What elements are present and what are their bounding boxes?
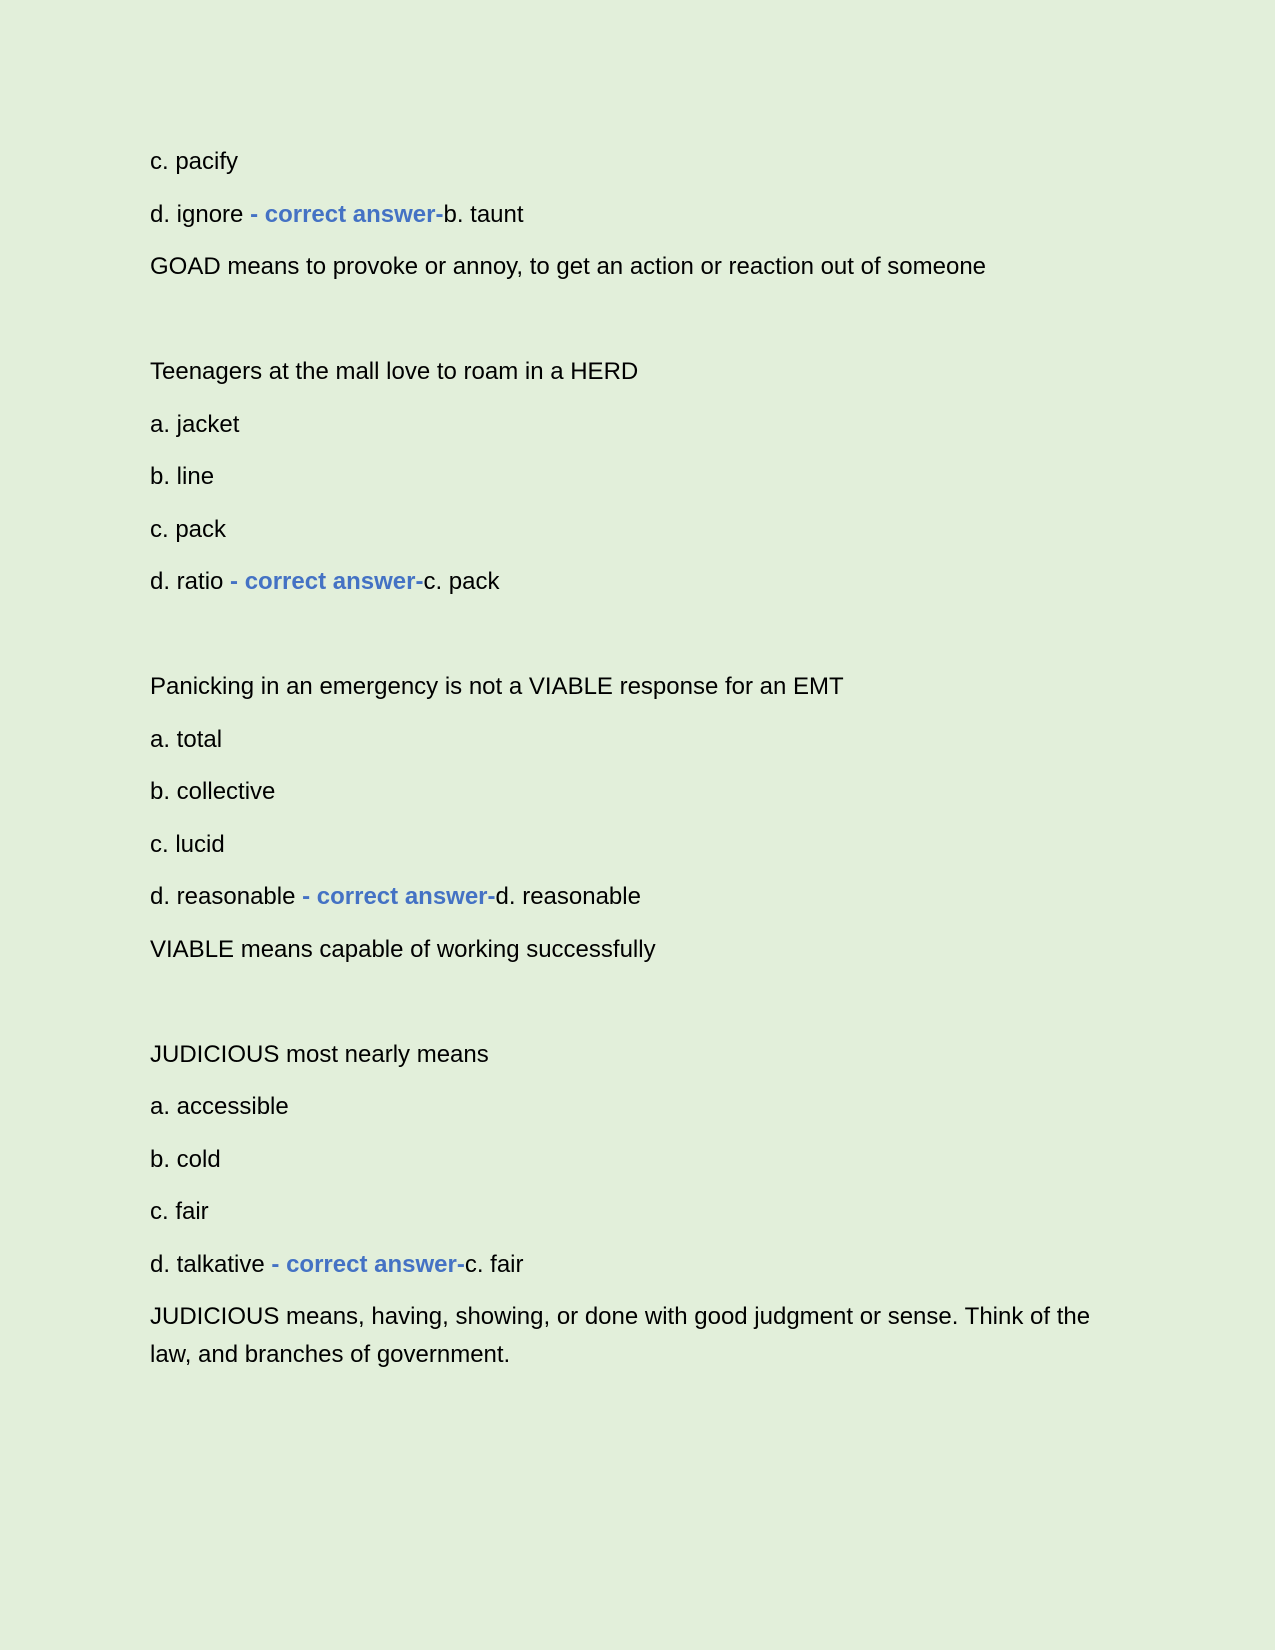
option-b: b. line — [150, 463, 215, 490]
option-d: d. talkative — [150, 1250, 272, 1278]
option-d-with-answer — [150, 1251, 1130, 1279]
correct-answer: d. reasonable — [495, 883, 641, 910]
document-page — [150, 148, 1130, 1374]
option-d: d. reasonable — [150, 883, 303, 910]
option-b: b. collective — [150, 778, 276, 805]
correct-answer-marker: - correct answer- — [250, 200, 444, 228]
option-c: c. lucid — [150, 830, 225, 858]
correct-answer: c. fair — [464, 1250, 524, 1278]
correct-answer-marker: - correct answer- — [271, 1250, 465, 1278]
option-a: a. total — [150, 725, 223, 753]
explanation: JUDICIOUS means, having, showing, or done with good judgment or sense. Think of the law, and branches of government. — [150, 1303, 1091, 1368]
question: JUDICIOUS most nearly means — [150, 1040, 489, 1068]
option-a: a. accessible — [150, 1093, 289, 1120]
option-d: d. ratio — [150, 568, 231, 595]
question: Teenagers at the mall love to roam in a HERD — [150, 358, 639, 385]
question: Panicking in an emergency is not a VIABLE response for an EMT — [150, 673, 844, 700]
option-c: c. fair — [150, 1198, 209, 1225]
option-d-with-answer — [150, 568, 1130, 596]
option-d: d. ignore — [150, 200, 251, 228]
option-d-with-answer — [150, 883, 1130, 911]
correct-answer-marker: - correct answer- — [302, 883, 496, 910]
option-c: c. pack — [150, 515, 227, 543]
correct-answer: c. pack — [423, 568, 500, 595]
option-b: b. cold — [150, 1145, 221, 1173]
correct-answer: b. taunt — [443, 200, 524, 228]
option-d-with-answer — [150, 201, 1130, 229]
option-a: a. jacket — [150, 410, 240, 438]
explanation: VIABLE means capable of working successfully — [150, 935, 656, 963]
explanation: GOAD means to provoke or annoy, to get an action or reaction out of someone — [150, 253, 987, 280]
correct-answer-marker: - correct answer- — [230, 568, 424, 595]
option-c: c. pacify — [150, 148, 239, 175]
